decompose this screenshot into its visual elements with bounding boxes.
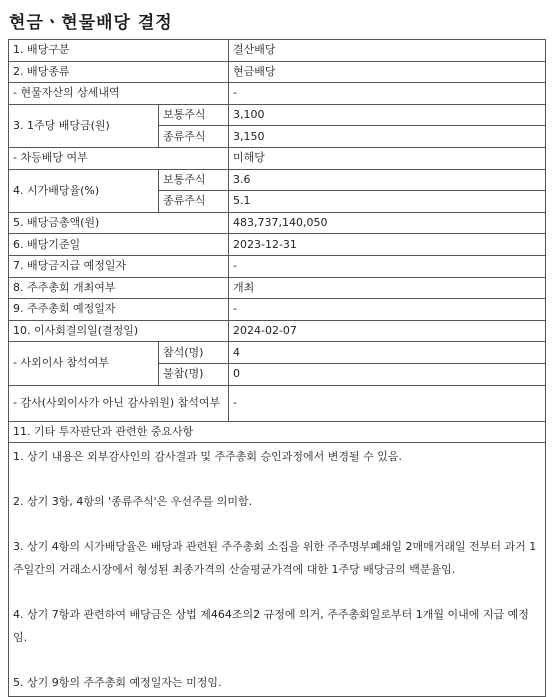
table-row: [9, 342, 546, 364]
table-row: [9, 104, 546, 126]
row-value: 미해당: [229, 147, 546, 169]
row-label: 11. 기타 투자판단과 관련한 중요사항: [9, 421, 546, 443]
row-value: 3.6: [229, 169, 546, 191]
row-label: 7. 배당금지급 예정일자: [9, 255, 229, 277]
table-row: [9, 83, 546, 105]
row-value: 결산배당: [229, 40, 546, 62]
table-row: [9, 147, 546, 169]
row-value: -: [229, 299, 546, 321]
row-sublabel: 종류주식: [159, 191, 229, 213]
row-label: - 사외이사 참석여부: [9, 342, 159, 385]
table-row: [9, 212, 546, 234]
row-sublabel: 참석(명): [159, 342, 229, 364]
row-sublabel: 종류주식: [159, 126, 229, 148]
row-sublabel: 보통주식: [159, 169, 229, 191]
row-value: 4: [229, 342, 546, 364]
row-value: 0: [229, 363, 546, 385]
row-label: - 현물자산의 상세내역: [9, 83, 229, 105]
notes-cell: [9, 443, 546, 697]
note-item: 4. 상기 7항과 관련하여 배당금은 상법 제464조의2 규정에 의거, 주주총회일로부터 1개월 이내에 지급 예정임.: [13, 608, 529, 645]
disclosure-table: [8, 39, 546, 697]
table-row: [9, 234, 546, 256]
table-row: [9, 40, 546, 62]
table-row: [9, 277, 546, 299]
note-item: 3. 상기 4항의 시가배당율은 배당과 관련된 주주총회 소집을 위한 주주명부폐쇄일 2매매거래일 전부터 과거 1주일간의 거래소시장에서 형성된 최종가격의 산술평균가격에 대한 1주당 배당금의 백분율임.: [13, 540, 537, 577]
note-item: 2. 상기 3항, 4항의 '종류주식'은 우선주를 의미함.: [13, 495, 253, 509]
row-label: 4. 시가배당율(%): [9, 169, 159, 212]
row-label: - 차등배당 여부: [9, 147, 229, 169]
row-label: - 감사(사외이사가 아닌 감사위원) 참석여부: [9, 385, 229, 421]
row-value: -: [229, 255, 546, 277]
note-item: 1. 상기 내용은 외부감사인의 감사결과 및 주주총회 승인과정에서 변경될 수 있음.: [13, 450, 402, 464]
row-value: 3,100: [229, 104, 546, 126]
page-title: 현금ㆍ현물배당 결정: [9, 13, 173, 33]
row-label: 9. 주주총회 예정일자: [9, 299, 229, 321]
notes-row: [9, 443, 546, 697]
row-label: 5. 배당금총액(원): [9, 212, 229, 234]
table-row: [9, 299, 546, 321]
row-value: 2024-02-07: [229, 320, 546, 342]
table-row: [9, 385, 546, 421]
row-value: -: [229, 83, 546, 105]
row-sublabel: 보통주식: [159, 104, 229, 126]
table-row: [9, 169, 546, 191]
row-value: 개최: [229, 277, 546, 299]
row-label: 2. 배당종류: [9, 61, 229, 83]
row-sublabel: 불참(명): [159, 363, 229, 385]
row-value: 483,737,140,050: [229, 212, 546, 234]
row-label: 1. 배당구분: [9, 40, 229, 62]
row-value: 2023-12-31: [229, 234, 546, 256]
row-value: 5.1: [229, 191, 546, 213]
row-label: 3. 1주당 배당금(원): [9, 104, 159, 147]
row-value: -: [229, 385, 546, 421]
row-value: 현금배당: [229, 61, 546, 83]
table-row: [9, 61, 546, 83]
note-item: 5. 상기 9항의 주주총회 예정일자는 미정임.: [13, 676, 222, 690]
row-label: 6. 배당기준일: [9, 234, 229, 256]
row-label: 10. 이사회결의일(결정일): [9, 320, 229, 342]
table-row: [9, 421, 546, 443]
row-label: 8. 주주총회 개최여부: [9, 277, 229, 299]
table-row: [9, 255, 546, 277]
row-value: 3,150: [229, 126, 546, 148]
table-row: [9, 320, 546, 342]
